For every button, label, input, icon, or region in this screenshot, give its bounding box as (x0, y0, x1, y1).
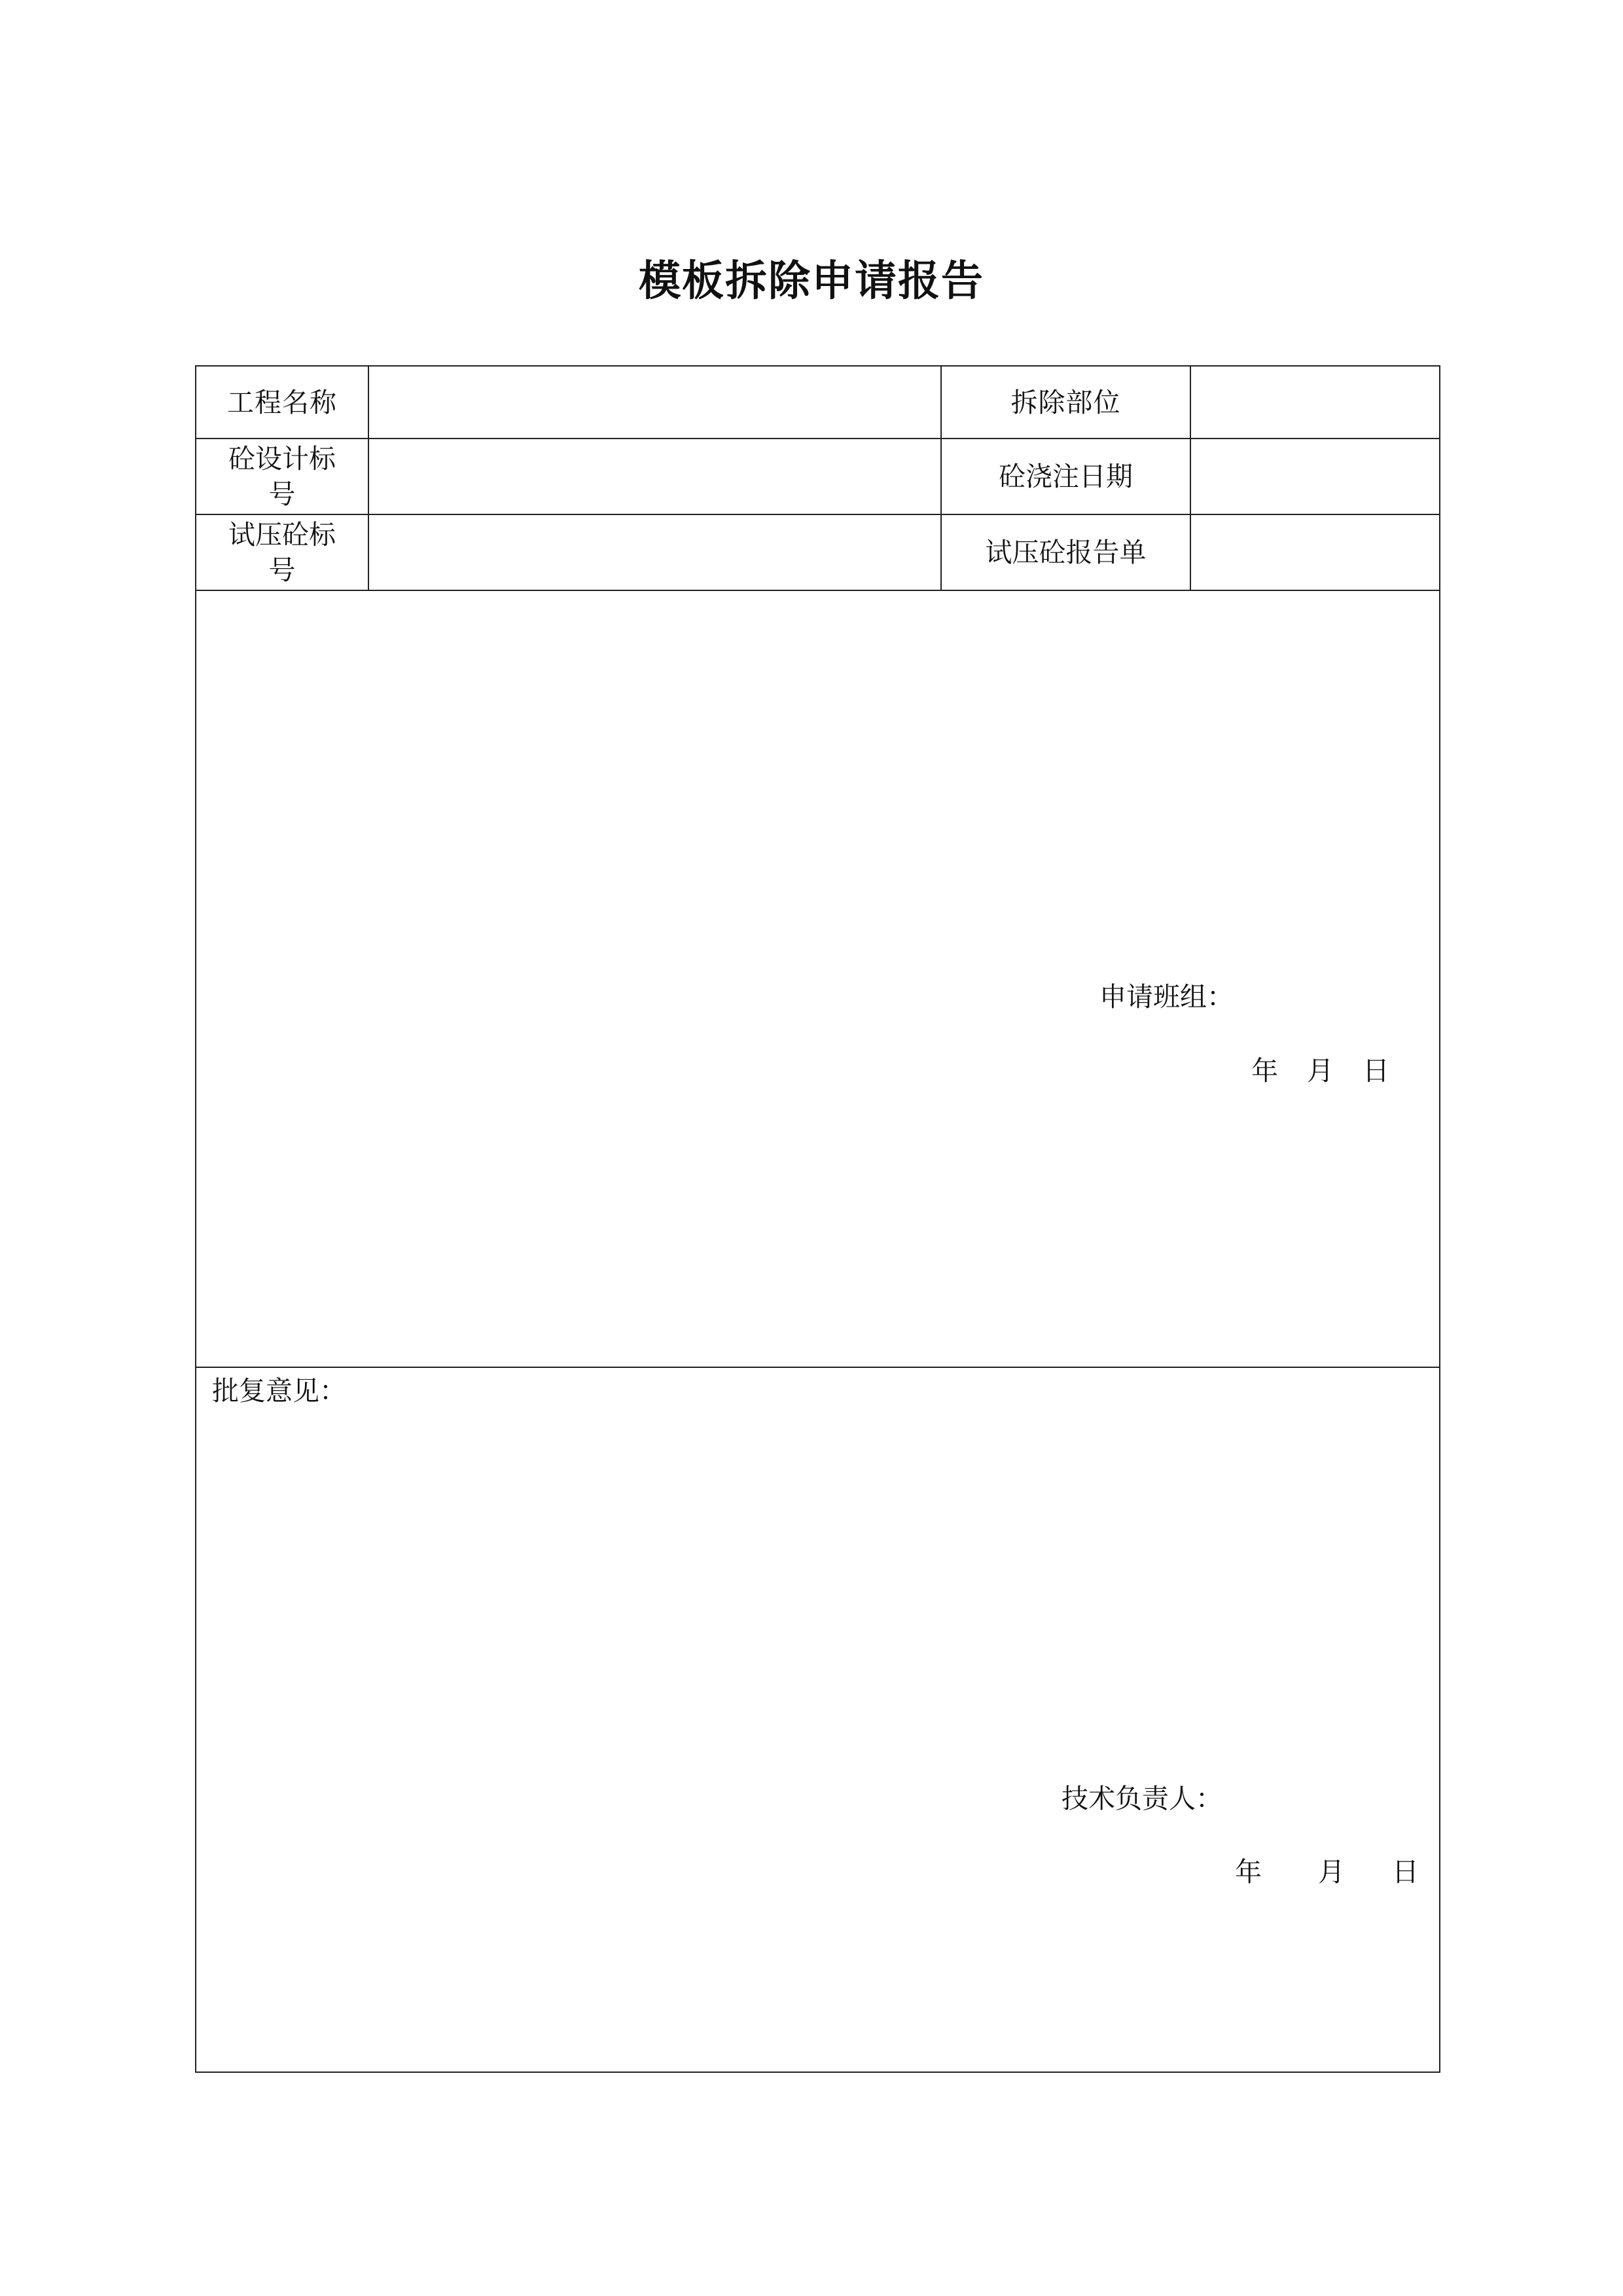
application-day-label: 日 (1363, 1055, 1389, 1086)
concrete-design-grade-field[interactable] (368, 439, 941, 514)
application-month-label: 月 (1307, 1055, 1334, 1086)
technical-lead-label: 技术负责人： (1061, 1783, 1222, 1814)
applicant-team-label: 申请班组： (1099, 981, 1234, 1013)
approval-section (196, 1367, 1440, 2072)
removal-location-label: 拆除部位 (941, 366, 1190, 439)
form-row-test-grade (196, 514, 1440, 590)
test-concrete-grade-field[interactable] (368, 514, 941, 590)
document-title: 模板拆除申请报告 (639, 257, 984, 306)
project-name-label: 工程名称 (196, 366, 368, 439)
concrete-pour-date-label: 砼浇注日期 (941, 439, 1190, 514)
approval-month-label: 月 (1318, 1856, 1345, 1888)
removal-location-field[interactable] (1190, 366, 1440, 439)
application-cell[interactable] (196, 590, 1440, 1367)
approval-day-label: 日 (1392, 1856, 1419, 1888)
application-date (1251, 1049, 1389, 1088)
concrete-design-grade-label: 砼设计标号 (196, 439, 368, 514)
approval-year-label: 年 (1235, 1856, 1262, 1888)
test-concrete-grade-label: 试压砼标号 (196, 514, 368, 590)
application-year-label: 年 (1251, 1055, 1278, 1086)
concrete-pour-date-field[interactable] (1190, 439, 1440, 514)
test-concrete-report-label: 试压砼报告单 (941, 514, 1190, 590)
approval-cell[interactable] (196, 1367, 1440, 2072)
test-concrete-report-field[interactable] (1190, 514, 1440, 590)
removal-application-form (195, 365, 1440, 2073)
project-name-field[interactable] (368, 366, 941, 439)
form-row-project (196, 366, 1440, 439)
approval-date (1235, 1850, 1419, 1889)
form-row-design-grade (196, 439, 1440, 514)
approval-opinion-label: 批复意见： (212, 1375, 346, 1407)
application-section (196, 590, 1440, 1367)
